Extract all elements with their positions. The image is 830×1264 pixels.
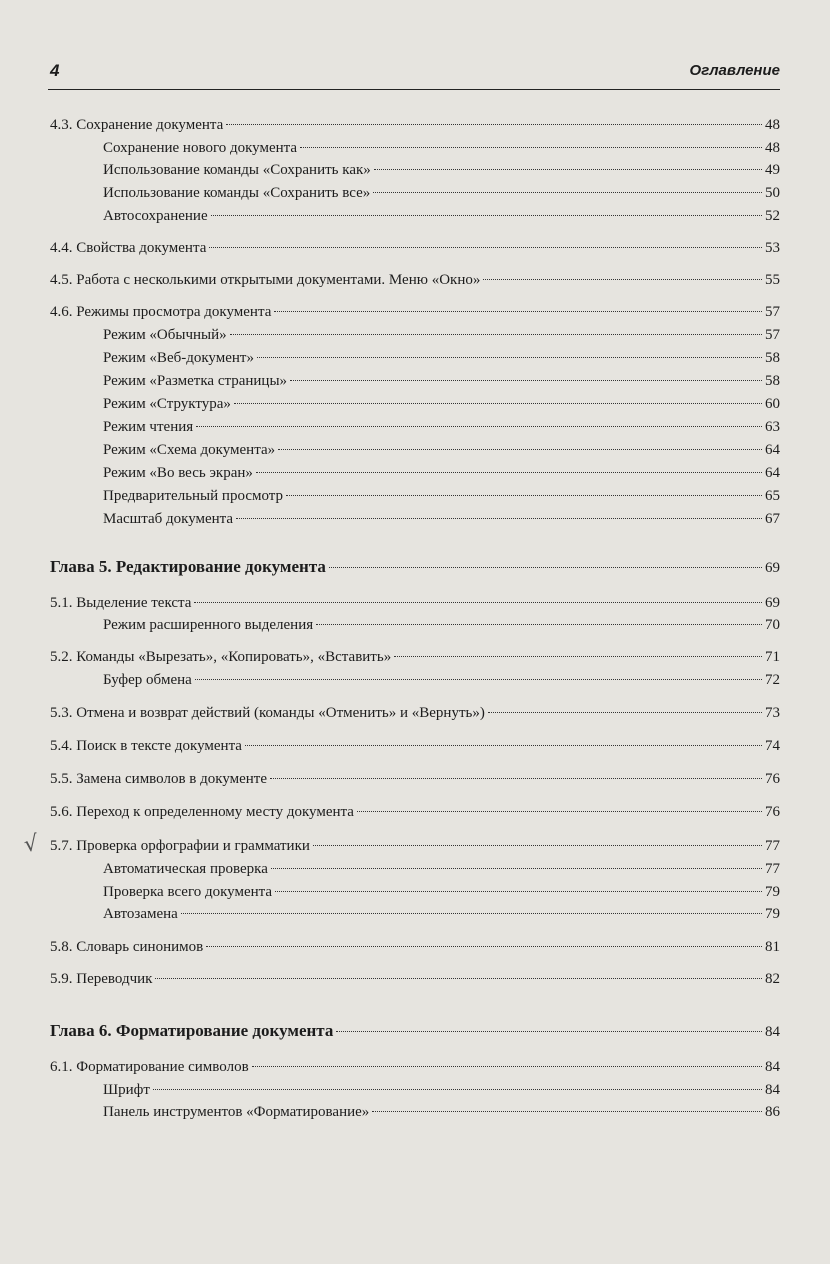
- toc-entry-title: Режим «Схема документа»: [103, 442, 276, 458]
- toc-entry-page: 69: [765, 560, 780, 576]
- toc-entry-title: 4.6. Режимы просмотра документа: [50, 304, 272, 320]
- toc-entry: [50, 237, 780, 259]
- toc-entry: [50, 114, 780, 136]
- toc-entry-page: 86: [765, 1104, 780, 1120]
- dot-leader: [236, 518, 762, 519]
- toc-entry-page: 82: [765, 971, 780, 987]
- toc-entry: [50, 592, 780, 614]
- toc-entry-title: 5.6. Переход к определенному месту документа: [50, 804, 354, 820]
- dot-leader: [394, 656, 762, 657]
- toc-entry-title: 6.1. Форматирование символов: [50, 1059, 249, 1075]
- toc-entry-title: 5.7. Проверка орфографии и грамматики: [50, 838, 310, 854]
- toc-entry-title: Режим «Веб-документ»: [103, 350, 254, 366]
- toc-entry-page: 49: [765, 162, 780, 178]
- dot-leader: [286, 495, 762, 496]
- toc-entry-page: 77: [765, 838, 780, 854]
- dot-leader: [257, 357, 762, 358]
- toc-chapter-entry: [50, 1020, 780, 1042]
- toc-entry-page: 76: [765, 771, 780, 787]
- dot-leader: [374, 169, 762, 170]
- toc-entry: [103, 439, 780, 461]
- dot-leader: [245, 745, 762, 746]
- toc-entry-title: Режим чтения: [103, 419, 194, 435]
- toc-entry-title: Автозамена: [103, 906, 178, 922]
- toc-entry: [103, 159, 780, 181]
- toc-entry: [50, 936, 780, 958]
- toc-entry-page: 48: [765, 140, 780, 156]
- toc-entry-page: 64: [765, 465, 780, 481]
- dot-leader: [373, 192, 762, 193]
- toc-entry-page: 84: [765, 1059, 780, 1075]
- toc-entry: [50, 269, 780, 291]
- toc-chapter-entry: [50, 556, 780, 578]
- toc-entry-page: 79: [765, 906, 780, 922]
- toc-entry-title: Масштаб документа: [103, 511, 234, 527]
- dot-leader: [329, 567, 762, 568]
- toc-entry-title: 4.4. Свойства документа: [50, 240, 207, 256]
- toc-entry-title: 5.3. Отмена и возврат действий (команды «Отменить» и «Вернуть»): [50, 705, 485, 721]
- toc-entry-page: 57: [765, 304, 780, 320]
- dot-leader: [270, 778, 762, 779]
- toc-entry: [103, 324, 780, 346]
- toc-entry: [103, 347, 780, 369]
- toc-entry: [103, 881, 780, 903]
- toc-entry: [103, 614, 780, 636]
- toc-entry: [103, 1101, 780, 1123]
- toc-entry-page: 72: [765, 672, 780, 688]
- toc-entry-title: Автосохранение: [103, 208, 208, 224]
- toc-entry-page: 73: [765, 705, 780, 721]
- toc-entry-title: 5.9. Переводчик: [50, 971, 153, 987]
- dot-leader: [278, 449, 762, 450]
- dot-leader: [209, 247, 762, 248]
- dot-leader: [372, 1111, 762, 1112]
- toc-entry-title: Автоматическая проверка: [103, 861, 268, 877]
- toc-entry-title: Использование команды «Сохранить все»: [103, 185, 371, 201]
- toc-entry: [103, 416, 780, 438]
- toc-entry-title: 4.3. Сохранение документа: [50, 117, 224, 133]
- toc-entry: [103, 182, 780, 204]
- dot-leader: [252, 1066, 762, 1067]
- dot-leader: [271, 868, 762, 869]
- toc-entry: [50, 801, 780, 823]
- toc-entry-page: 64: [765, 442, 780, 458]
- toc-entry-title: Проверка всего документа: [103, 884, 273, 900]
- dot-leader: [357, 811, 762, 812]
- toc-entry: [103, 462, 780, 484]
- toc-entry-page: 74: [765, 738, 780, 754]
- toc-entry-title: 4.5. Работа с несколькими открытыми документами. Меню «Окно»: [50, 272, 481, 288]
- dot-leader: [336, 1031, 762, 1032]
- toc-entry-page: 50: [765, 185, 780, 201]
- toc-entry-page: 84: [765, 1082, 780, 1098]
- toc-entry-page: 65: [765, 488, 780, 504]
- toc-entry: [103, 370, 780, 392]
- toc-entry: [103, 858, 780, 880]
- toc-entry-page: 58: [765, 373, 780, 389]
- toc-entry-title: Предварительный просмотр: [103, 488, 284, 504]
- dot-leader: [300, 147, 762, 148]
- dot-leader: [256, 472, 762, 473]
- toc-entry-page: 67: [765, 511, 780, 527]
- toc-entry-page: 71: [765, 649, 780, 665]
- toc-entry-title: Режим расширенного выделения: [103, 617, 314, 633]
- toc-entry: [103, 137, 780, 159]
- toc-entry-title: Режим «Разметка страницы»: [103, 373, 288, 389]
- toc-entry-page: 76: [765, 804, 780, 820]
- toc-entry-title: 5.2. Команды «Вырезать», «Копировать», «Вставить»: [50, 649, 392, 665]
- toc-entry-title: Глава 5. Редактирование документа: [50, 557, 326, 576]
- toc-entry: [50, 1056, 780, 1078]
- toc-entry-page: 63: [765, 419, 780, 435]
- toc-entry-title: Буфер обмена: [103, 672, 192, 688]
- dot-leader: [194, 602, 762, 603]
- toc-entry-page: 70: [765, 617, 780, 633]
- dot-leader: [313, 845, 762, 846]
- dot-leader: [234, 403, 762, 404]
- dot-leader: [274, 311, 762, 312]
- toc-entry-title: Глава 6. Форматирование документа: [50, 1021, 334, 1040]
- toc-entry: [50, 646, 780, 668]
- dot-leader: [196, 426, 762, 427]
- toc-entry-page: 48: [765, 117, 780, 133]
- toc-entry-page: 60: [765, 396, 780, 412]
- toc-entry-page: 53: [765, 240, 780, 256]
- dot-leader: [230, 334, 762, 335]
- toc-entry: [103, 1079, 780, 1101]
- dot-leader: [488, 712, 762, 713]
- toc-entry-title: Использование команды «Сохранить как»: [103, 162, 371, 178]
- toc-entry-title: 5.5. Замена символов в документе: [50, 771, 268, 787]
- toc-entry-page: 55: [765, 272, 780, 288]
- toc-entry-page: 81: [765, 939, 780, 955]
- toc-entry-title: 5.8. Словарь синонимов: [50, 939, 204, 955]
- dot-leader: [206, 946, 762, 947]
- toc-entry-page: 84: [765, 1024, 780, 1040]
- toc-entry-title: Режим «Во весь экран»: [103, 465, 253, 481]
- running-header-title: Оглавление: [689, 62, 780, 79]
- handwritten-check-mark: √: [22, 831, 40, 858]
- toc-entry-title: Режим «Структура»: [103, 396, 231, 412]
- toc-entry-title: 5.1. Выделение текста: [50, 595, 192, 611]
- toc-entry: [50, 835, 780, 857]
- toc-entry: [50, 768, 780, 790]
- toc-entry: [103, 669, 780, 691]
- dot-leader: [181, 913, 762, 914]
- toc-entry: [103, 485, 780, 507]
- toc-entry-title: 5.4. Поиск в тексте документа: [50, 738, 242, 754]
- toc-entry: [50, 735, 780, 757]
- toc-entry: [103, 205, 780, 227]
- toc-entry-page: 52: [765, 208, 780, 224]
- dot-leader: [316, 624, 762, 625]
- toc-entry: [103, 393, 780, 415]
- dot-leader: [195, 679, 762, 680]
- dot-leader: [275, 891, 762, 892]
- toc-entry: [50, 702, 780, 724]
- toc-entry: [103, 508, 780, 530]
- dot-leader: [155, 978, 762, 979]
- toc-entry-title: Сохранение нового документа: [103, 140, 298, 156]
- toc-entry-page: 57: [765, 327, 780, 343]
- toc-entry-title: Режим «Обычный»: [103, 327, 227, 343]
- dot-leader: [211, 215, 762, 216]
- toc-entry-page: 69: [765, 595, 780, 611]
- toc-entry-page: 79: [765, 884, 780, 900]
- toc-entry-title: Шрифт: [103, 1082, 150, 1098]
- dot-leader: [290, 380, 762, 381]
- dot-leader: [483, 279, 762, 280]
- toc-entry-page: 58: [765, 350, 780, 366]
- toc-entry: [103, 903, 780, 925]
- dot-leader: [226, 124, 762, 125]
- toc-entry-page: 77: [765, 861, 780, 877]
- dot-leader: [153, 1089, 762, 1090]
- toc-entry: [50, 968, 780, 990]
- page-number: 4: [50, 61, 60, 80]
- toc-entry: [50, 301, 780, 323]
- toc-entry-title: Панель инструментов «Форматирование»: [103, 1104, 370, 1120]
